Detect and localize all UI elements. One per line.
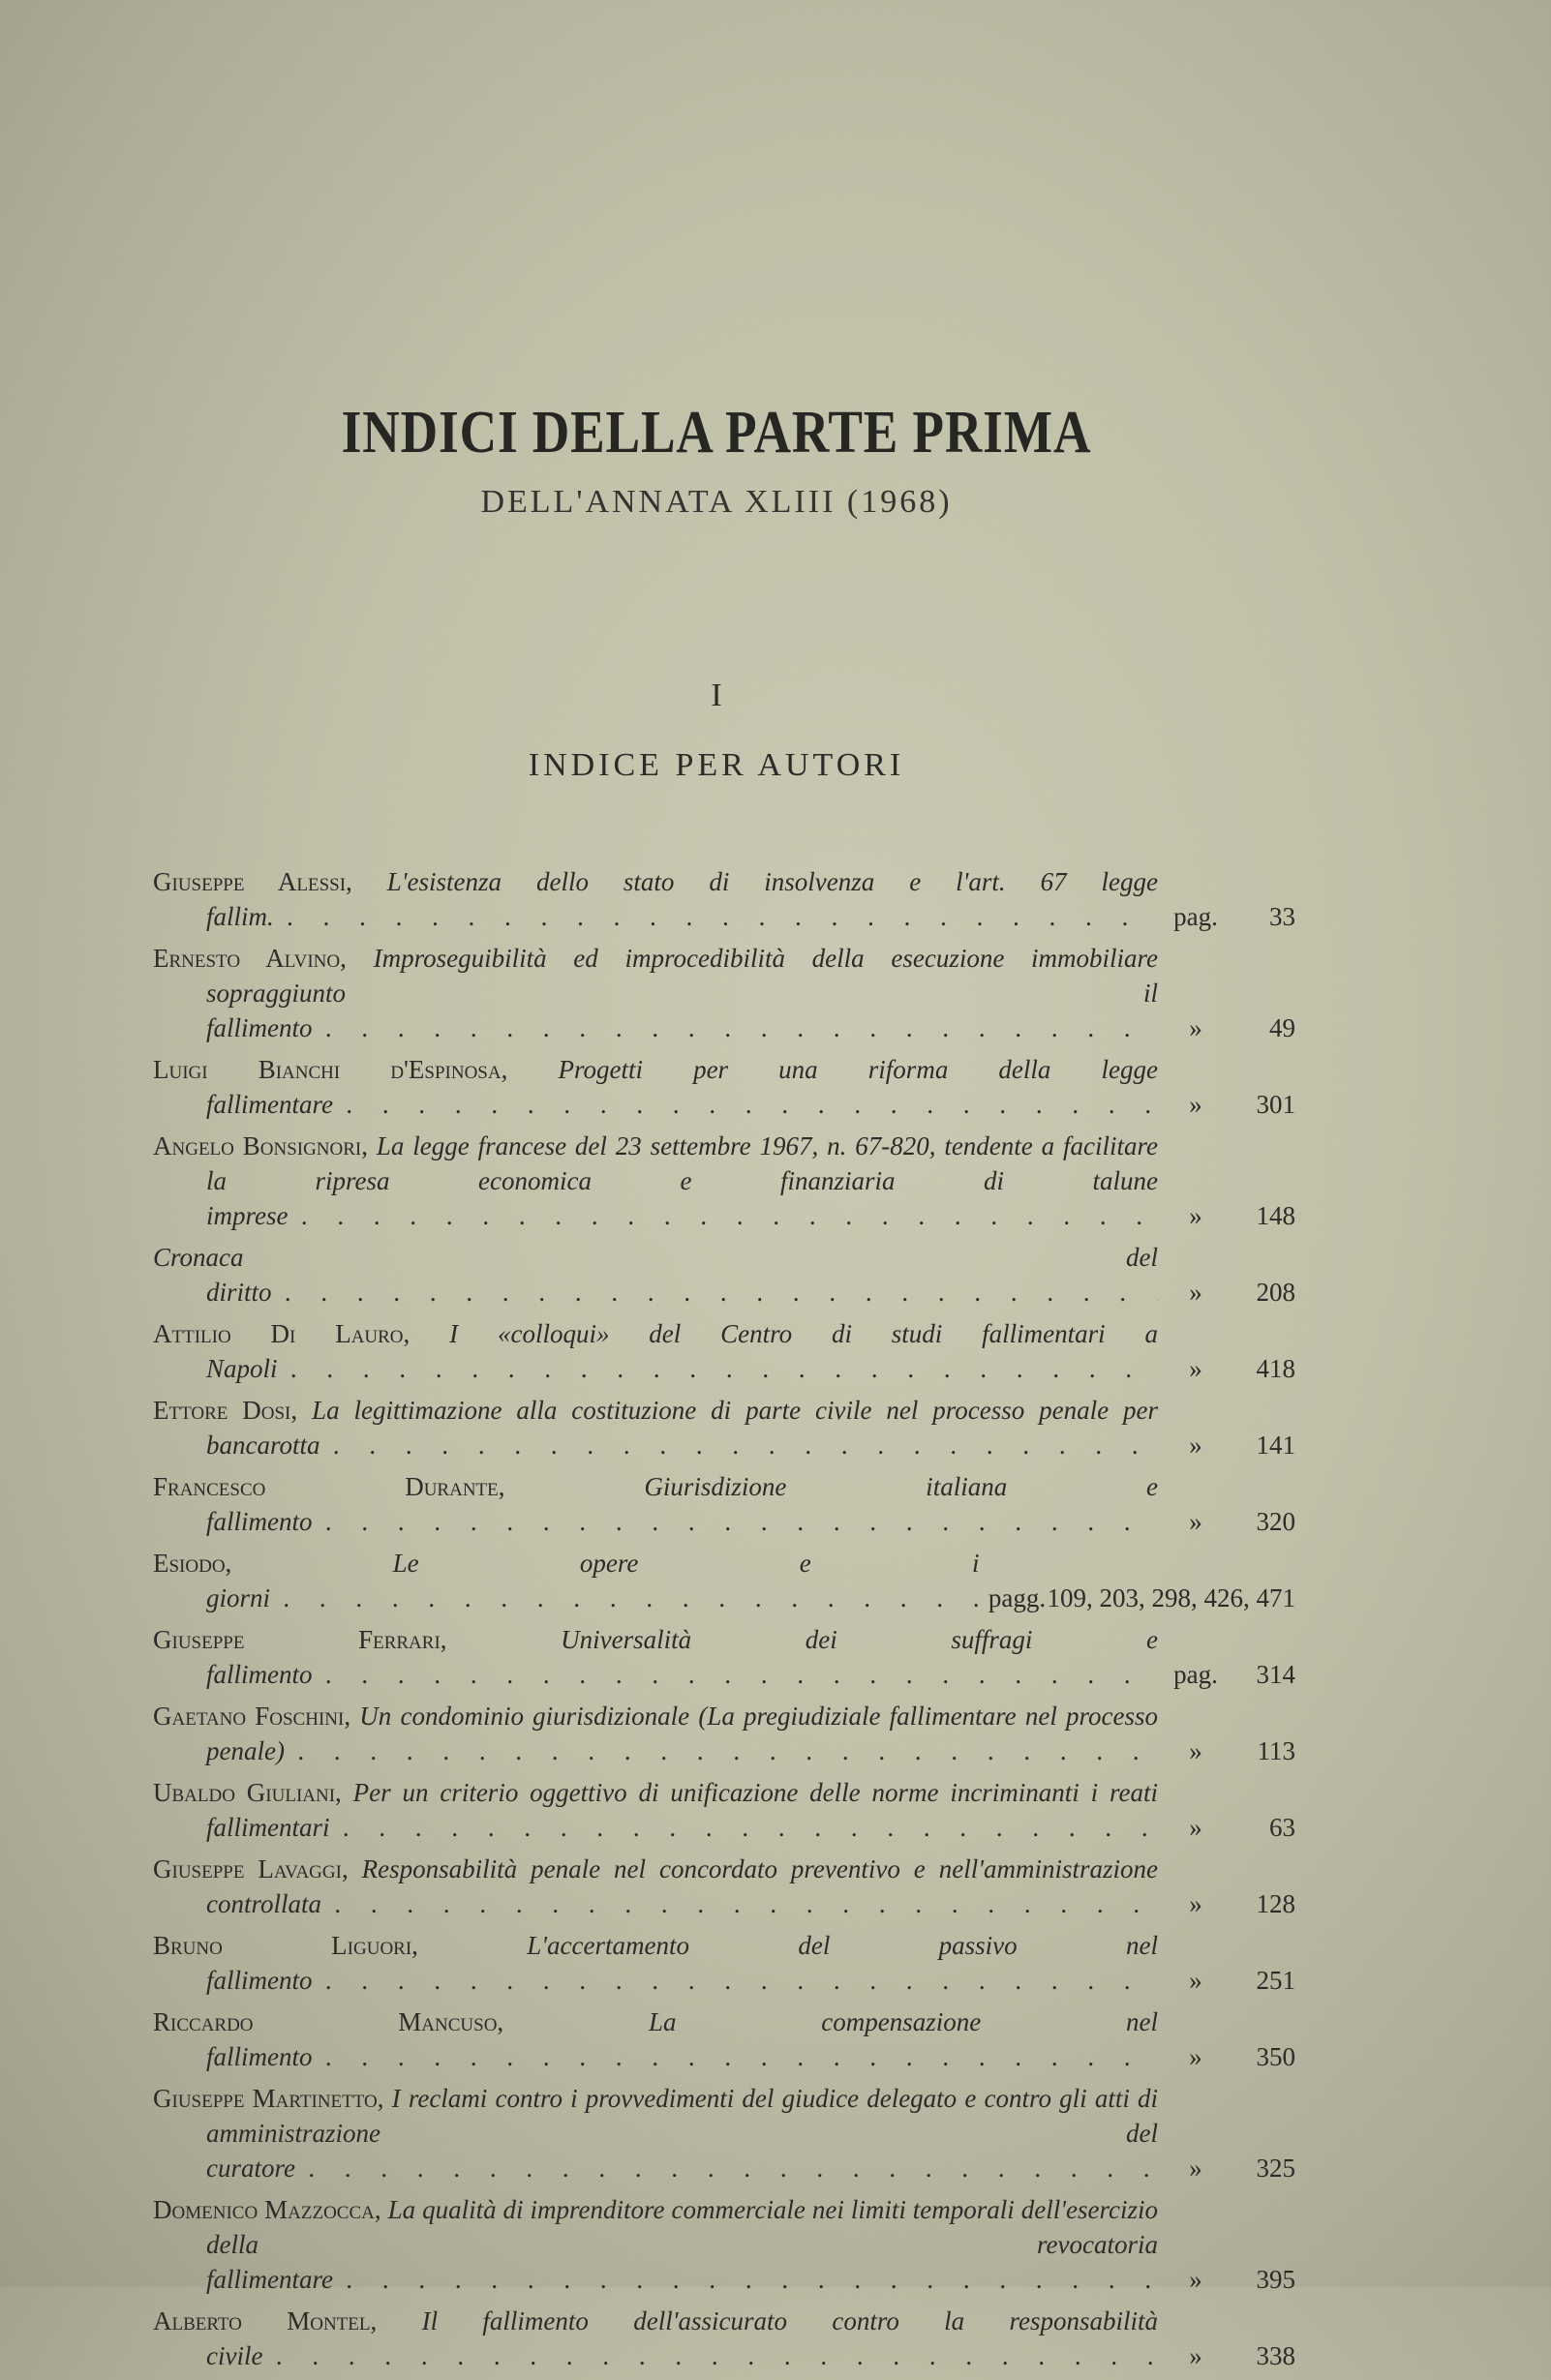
entry-work-title: La compensazione nel fallimento . . . [206,2007,1158,2071]
author-index-list [153,864,1295,2380]
entry-page-prefix: » [1189,1813,1202,1842]
entry-work-title: L'accertamento del passivo nel fallimento . . . [206,1931,1158,1995]
entry-page-prefix: » [1189,1736,1202,1765]
entry-work-title: I «colloqui» del Centro di studi fallimentari a Napoli . . . [206,1319,1158,1383]
entry-text [153,1546,980,1615]
entry-author: Giuseppe Ferrari, [153,1625,447,1654]
entry-page-prefix: » [1189,1278,1202,1307]
section-title: INDICE PER AUTORI [528,747,905,783]
entry-page-number: 251 [1256,1966,1295,1995]
index-entry [153,2304,1295,2373]
entry-page-prefix: » [1189,1013,1202,1042]
entry-work-title: Per un criterio oggettivo di unificazione delle norme incriminanti i reati fallimentari . . . [206,1778,1158,1842]
entry-text [153,1928,1158,1998]
entry-page-prefix: » [1189,1507,1202,1536]
entry-text [153,1052,1158,1122]
entry-text [153,1393,1158,1462]
entry-page-number: 148 [1256,1201,1295,1230]
entry-page-number: 320 [1256,1507,1295,1536]
entry-work-title: La legittimazione alla costituzione di parte civile nel processo penale per bancarotta . . . [206,1396,1158,1460]
entry-author: Ubaldo Giuliani, [153,1778,342,1807]
entry-page-prefix: » [1189,1889,1202,1918]
entry-page-number: 301 [1256,1090,1295,1119]
entry-page-prefix: » [1189,2042,1202,2071]
entry-work-title: L'esistenza dello stato di insolvenza e l'art. 67 legge fallim. . . . [206,867,1158,931]
entry-page-number: 33 [1269,902,1295,931]
entry-author: Angelo Bonsignori, [153,1131,368,1160]
entry-page-prefix: pag. [1173,902,1218,931]
entry-author: Alberto Montel, [153,2306,378,2335]
entry-page-number: 128 [1256,1889,1295,1918]
entry-work-title: Improseguibilità ed improcedibilità della esecuzione immobiliare sopraggiunto il fallimento . . . [206,944,1158,1042]
entry-page-prefix: » [1189,1431,1202,1460]
index-entry [153,1240,1295,1310]
entry-text [153,941,1158,1045]
entry-work-title: Cronaca del diritto . . . [153,1243,1158,1307]
index-entry [153,1129,1295,1233]
entry-work-title: Le opere e i giorni . . . [206,1549,980,1612]
index-entry [153,941,1295,1045]
entry-author: Gaetano Foschini, [153,1702,351,1731]
entry-text [153,2304,1158,2373]
page-title: INDICI DELLA PARTE PRIMA [341,400,1092,466]
entry-text [153,2192,1158,2297]
entry-page-prefix: » [1189,1090,1202,1119]
index-entry [153,1775,1295,1845]
entry-page-number: 208 [1256,1278,1295,1307]
index-entry [153,1699,1295,1768]
entry-page-number: 314 [1256,1660,1295,1689]
entry-page-number: 395 [1256,2265,1295,2294]
entry-author: Francesco Durante, [153,1472,505,1501]
entry-page-prefix: » [1189,1354,1202,1383]
index-entry [153,1469,1295,1539]
index-entry [153,1546,1295,1615]
entry-author: Giuseppe Martinetto, [153,2084,384,2113]
entry-work-title: Universalità dei suffragi e fallimento . . . [206,1625,1158,1689]
entry-page-prefix: » [1189,1966,1202,1995]
entry-page-prefix: » [1189,2341,1202,2370]
entry-author: Ernesto Alvino, [153,944,347,973]
entry-page-prefix: » [1189,2154,1202,2183]
entry-work-title: La legge francese del 23 settembre 1967, n. 67-820, tendente a facilitare la ripresa economica e finanziaria di talune imprese . . . [206,1131,1158,1230]
index-entry [153,1316,1295,1386]
entry-author: Riccardo Mancuso, [153,2007,504,2036]
entry-page-number: 109, 203, 298, 426, 471 [1047,1583,1295,1612]
index-entry [153,1852,1295,1921]
entry-author: Giuseppe Lavaggi, [153,1854,349,1883]
entry-text [153,1699,1158,1768]
entry-page-prefix: » [1189,2265,1202,2294]
index-entry [153,2004,1295,2074]
entry-text [153,1469,1158,1539]
index-entry [153,1622,1295,1692]
entry-page-prefix: pag. [1173,1660,1218,1689]
entry-text [153,1852,1158,1921]
entry-work-title: Un condominio giurisdizionale (La pregiudiziale fallimentare nel processo penale) . . . [206,1702,1158,1765]
entry-author: Giuseppe Alessi, [153,867,352,896]
index-entry [153,864,1295,934]
entry-page-number: 49 [1269,1013,1295,1042]
entry-text [153,1316,1158,1386]
index-entry [153,2192,1295,2297]
entry-page-number: 63 [1269,1813,1295,1842]
entry-author: Luigi Bianchi d'Espinosa, [153,1055,508,1084]
entry-text [153,2004,1158,2074]
entry-page-number: 325 [1256,2154,1295,2183]
entry-page-number: 141 [1256,1431,1295,1460]
index-entry [153,1052,1295,1122]
page-subtitle: DELL'ANNATA XLIII (1968) [480,484,953,520]
entry-work-title: Giurisdizione italiana e fallimento . . . [206,1472,1158,1536]
index-entry [153,1928,1295,1998]
entry-text [153,1240,1158,1310]
entry-author: Attilio Di Lauro, [153,1319,411,1348]
entry-page-number: 113 [1257,1736,1295,1765]
index-entry [153,2081,1295,2185]
entry-author: Ettore Dosi, [153,1396,298,1425]
index-entry [153,1393,1295,1462]
entry-page-number: 418 [1256,1354,1295,1383]
entry-page-prefix: pagg. [988,1583,1047,1612]
section-number: I [711,678,722,713]
entry-work-title: Il fallimento dell'assicurato contro la responsabilità civile . . . [206,2306,1158,2370]
entry-author: Esiodo, [153,1549,232,1578]
entry-text [153,1622,1158,1692]
entry-page-number: 338 [1256,2341,1295,2370]
entry-work-title: Responsabilità penale nel concordato preventivo e nell'amministrazione controllata . . . [206,1854,1158,1918]
entry-text [153,2081,1158,2185]
entry-page-prefix: » [1189,1201,1202,1230]
entry-work-title: I reclami contro i provvedimenti del giudice delegato e contro gli atti di amministrazione del curatore . . . [206,2084,1158,2183]
entry-text [153,1129,1158,1233]
entry-text [153,864,1158,934]
entry-author: Bruno Liguori, [153,1931,418,1960]
entry-work-title: Progetti per una riforma della legge fallimentare . . . [206,1055,1158,1119]
entry-work-title: La qualità di imprenditore commerciale nei limiti temporali dell'esercizio della revocatoria fallimentare . . . [206,2195,1158,2294]
entry-text [153,1775,1158,1845]
entry-page-number: 350 [1256,2042,1295,2071]
entry-author: Domenico Mazzocca, [153,2195,381,2224]
